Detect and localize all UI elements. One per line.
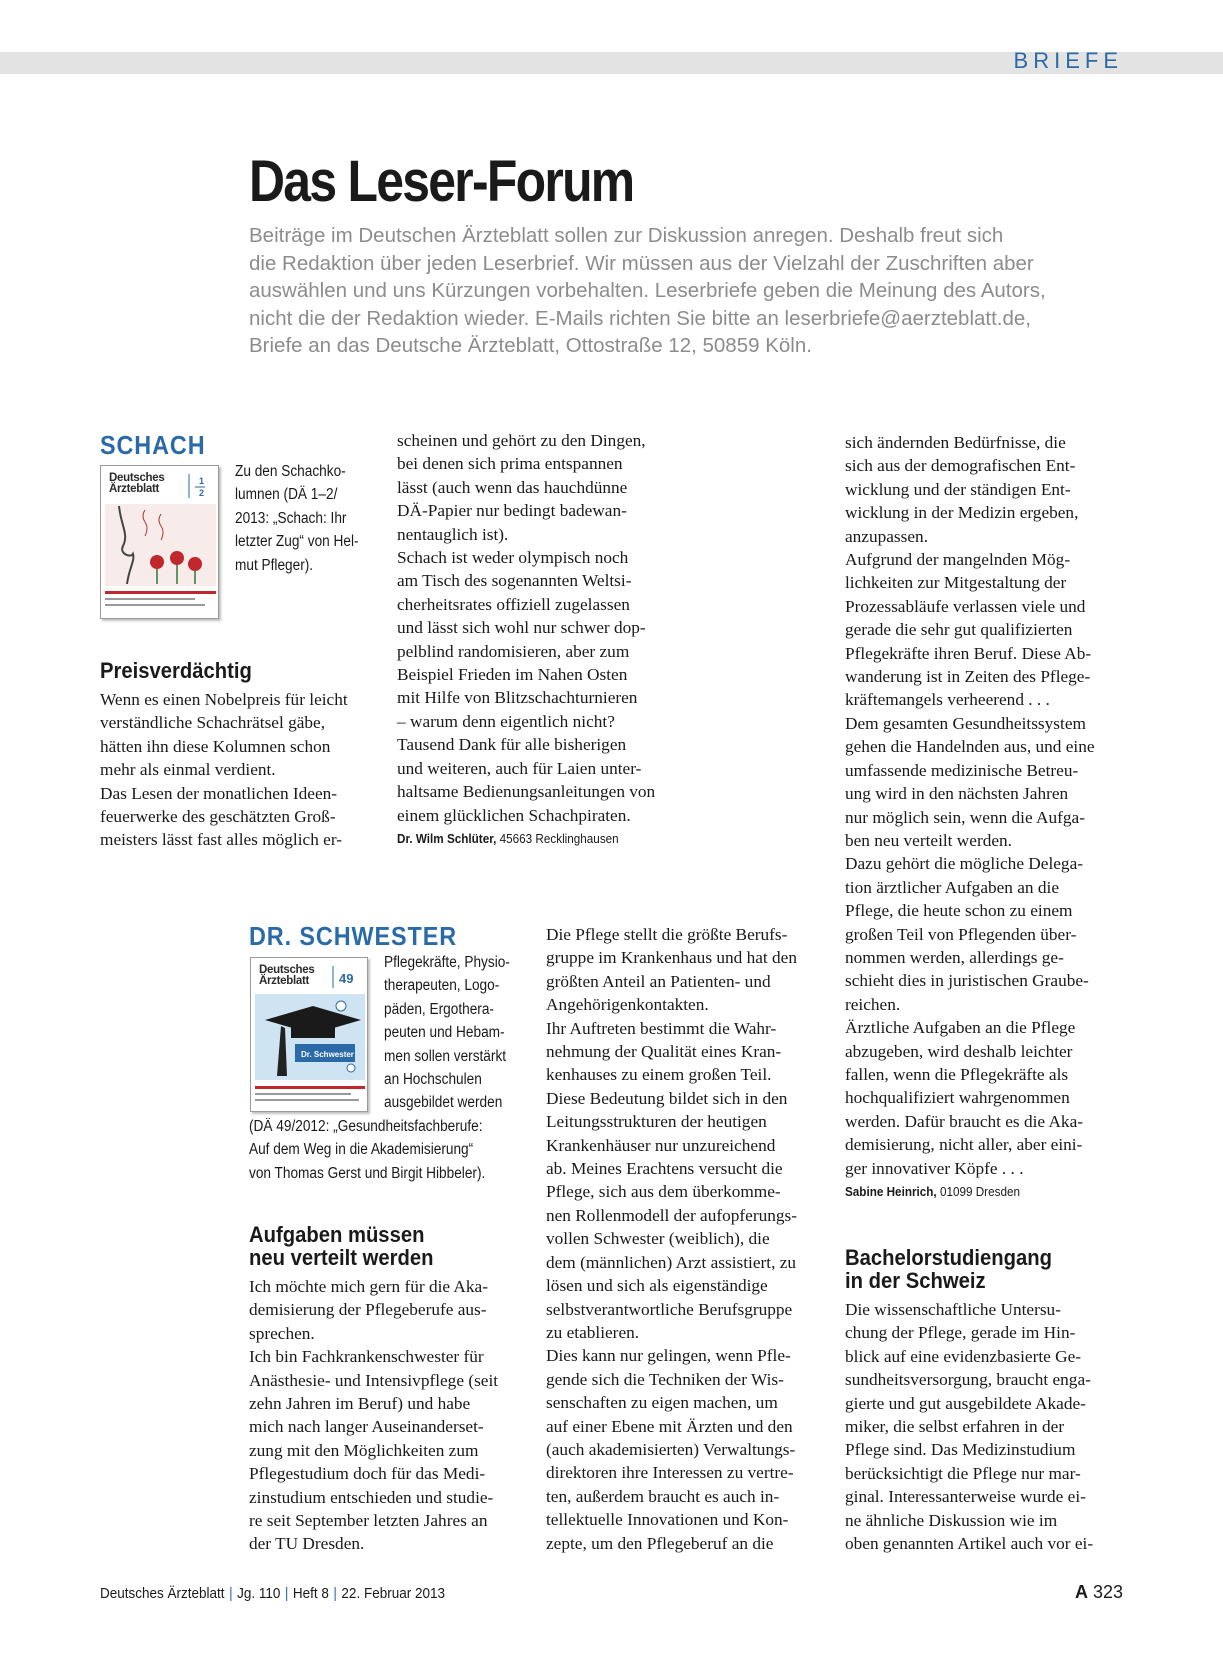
page-number: A 323: [1074, 1582, 1123, 1602]
cover-image-schach: [100, 465, 219, 619]
page-title: Das Leser-Forum: [249, 149, 634, 214]
heading-aufgaben: Aufgaben müssen neu verteilt werden: [249, 1222, 434, 1270]
schach-column-2: scheinen und gehört zu den Dingen, bei denen sich prima entspannen lässt (auch wenn das hauchdünne DÄ-Papier nur bedingt badewan- nentauglich ist). Schach ist weder olympisch noch am Tisch des sogenannten Weltsi- cherheitsrates offiziell zugelassen und lässt sich wohl nur schwer dop- pelblind randomisieren, aber zum Beispiel Frieden im Nahen Osten mit Hilfe von Blitzschachturnieren – warum denn eigentlich nicht? Tausend Dank für alle bisherigen und weiteren, auch für Laien unter- haltsame Bedienungsanleitungen von einem glücklichen Schachpiraten. Dr. Wilm Schlüter, 45663 Recklinghausen: [397, 429, 655, 850]
footer-separator: |: [333, 1585, 337, 1602]
reference-schwester-side: Pflegekräfte, Physio- therapeuten, Logo- päden, Ergothera- peuten und Hebam- men sollen verstärkt an Hochschulen ausgebildet werden: [384, 954, 510, 1112]
section-label: BRIEFE: [1013, 48, 1123, 73]
journal-issue: Heft 8: [292, 1585, 329, 1602]
schwester-column-2: Die Pflege stellt die größte Berufs- gruppe im Krankenhaus und hat den größten Anteil an Patienten- und Angehörigenkontakten. Ihr Auftreten bestimmt die Wahr- nehmung der Qualität eines Kran- kenhauses zu einem großen Teil. Diese Bedeutung bildet sich in den Leitungsstrukturen der heutigen Krankenhäuser nur unzureichend ab. Meines Erachtens versucht die Pflege, sich aus dem überkomme- nen Rollenmodell der aufopferungs- vollen Schwester (weiblich), die dem (männlichen) Arzt assistiert, zu lösen und sich als eigenständige selbstverantwortliche Berufsgruppe zu etablieren. Dies kann nur gelingen, wenn Pfle- gende sich die Techniken der Wis- senschaften zu eigen machen, um auf einer Ebene mit Ärzten und den (auch akademisierten) Verwaltungs- direktoren ihre Interessen zu vertre- ten, außerdem braucht es auch in- tellektuelle Innovationen und Kon- zepte, um den Pflegeberuf an die: [546, 925, 797, 1553]
cover-masthead: Deutsches Ärzteblatt: [259, 964, 315, 987]
schach-column-1: Wenn es einen Nobelpreis für leicht verständliche Schachrätsel gäbe, hätten ihn diese Kolumnen schon mehr als einmal verdient. Das Lesen der monatlichen Ideen- feuerwerke des geschätzten Groß- meisters lässt fast alles möglich er-: [100, 690, 348, 850]
footer-separator: |: [229, 1585, 233, 1602]
schwester-column-1: Ich möchte mich gern für die Aka- demisierung der Pflegeberufe aus- sprechen. Ich bin Fachkrankenschwester für Anästhesie- und Intensivpflege (seit zehn Jahren im Beruf) und habe mich nach langer Auseinanderset- zung mit den Möglichkeiten zum Pflegestudium doch für das Medi- zinstudium entschieden und studie- re seit September letzten Jahres an der TU Dresden.: [249, 1277, 499, 1554]
page-footer: [100, 1585, 445, 1602]
rubric-dr-schwester: DR. SCHWESTER: [249, 921, 458, 951]
reference-schwester-full: (DÄ 49/2012: „Gesundheitsfachberufe: Auf dem Weg in die Akademisierung“ von Thomas Gerst und Birgit Hibbeler).: [249, 1118, 486, 1182]
intro-line: Beiträge im Deutschen Ärzteblatt sollen zur Diskussion anregen. Deshalb freut sich: [249, 224, 1004, 247]
intro-text: [249, 222, 1129, 360]
schwester-column-3: sich ändernden Bedürfnisse, die sich aus der demografischen Ent- wicklung und der ständigen Ent- wicklung in der Medizin ergeben, anzupassen. Aufgrund der mangelnden Mög- lichkeiten zur Mitgestaltung der Prozessabläufe verlassen viele und gerade die sehr gut qualifizierten Pflegekräfte ihren Beruf. Diese Ab- wanderung ist in Zeiten des Pflege- kräftemangels verheerend . . . Dem gesamten Gesundheitssystem gehen die Handelnden aus, und eine umfassende medizinische Betreu- ung wird in den nächsten Jahren nur möglich sein, wenn die Aufga- ben neu verteilt werden. Dazu gehört die mögliche Delega- tion ärztlicher Aufgaben an die Pflege, die heute schon zu einem großen Teil von Pflegenden über- nommen werden, allerdings ge- schieht dies in juristischen Graube- reichen. Ärztliche Aufgaben an die Pflege abzugeben, wird deshalb leichter fallen, wenn die Pflegekräfte als hochqualifiziert wahrgenommen werden. Dafür braucht es die Aka- demisierung, nicht aller, aber eini- ger innovativer Köpfe . . . Sabine Heinrich, 01099 Dresden: [845, 431, 1095, 1203]
signature-heinrich: Sabine Heinrich, 01099 Dresden: [845, 1184, 1020, 1199]
intro-line: auswählen und uns Kürzungen vorbehalten. Leserbriefe geben die Meinung des Autors,: [249, 279, 1046, 302]
svg-text:2: 2: [199, 488, 205, 498]
cover-image-schwester: [250, 957, 368, 1112]
signature-schlueter: Dr. Wilm Schlüter, 45663 Recklinghausen: [397, 830, 619, 846]
svg-text:1: 1: [199, 476, 205, 486]
rubric-schach: SCHACH: [100, 430, 206, 460]
footer-separator: |: [284, 1585, 289, 1602]
bachelor-column: Die wissenschaftliche Untersu- chung der Pflege, gerade im Hin- blick auf eine evidenzbasierte Ge- sundheitsversorgung, braucht enga- gierte und gut ausgebildete Akade- miker, die selbst erfahren in der Pflege sind. Das Medizinstudium berücksichtigt die Pflege nur mar- ginal. Interessanterweise wurde ei- ne ähnliche Diskussion wie im oben genannten Artikel auch vor ei-: [845, 1300, 1094, 1554]
svg-text:Dr. Schwester: Dr. Schwester: [301, 1050, 354, 1059]
svg-text:49: 49: [339, 971, 354, 986]
intro-line: nicht die der Redaktion wieder. E-Mails richten Sie bitte an leserbriefe@aerzteblatt.de,: [249, 306, 1031, 330]
reference-schach: Zu den Schachko- lumnen (DÄ 1–2/ 2013: „Schach: Ihr letzter Zug“ von Hel- mut Pfleger).: [235, 463, 359, 574]
journal-volume: Jg. 110: [237, 1585, 281, 1602]
intro-line: Briefe an das Deutsche Ärzteblatt, Ottostraße 12, 50859 Köln.: [249, 334, 812, 357]
intro-line: die Redaktion über jeden Leserbrief. Wir müssen aus der Vielzahl der Zuschriften aber: [249, 251, 1034, 275]
journal-name: Deutsches Ärzteblatt: [100, 1585, 225, 1602]
cover-masthead: Deutsches Ärzteblatt: [109, 472, 165, 495]
heading-preisverdaechtig: Preisverdächtig: [100, 658, 252, 683]
heading-bachelorstudiengang: Bachelorstudiengang in der Schweiz: [845, 1245, 1052, 1293]
journal-date: 22. Februar 2013: [341, 1585, 445, 1602]
